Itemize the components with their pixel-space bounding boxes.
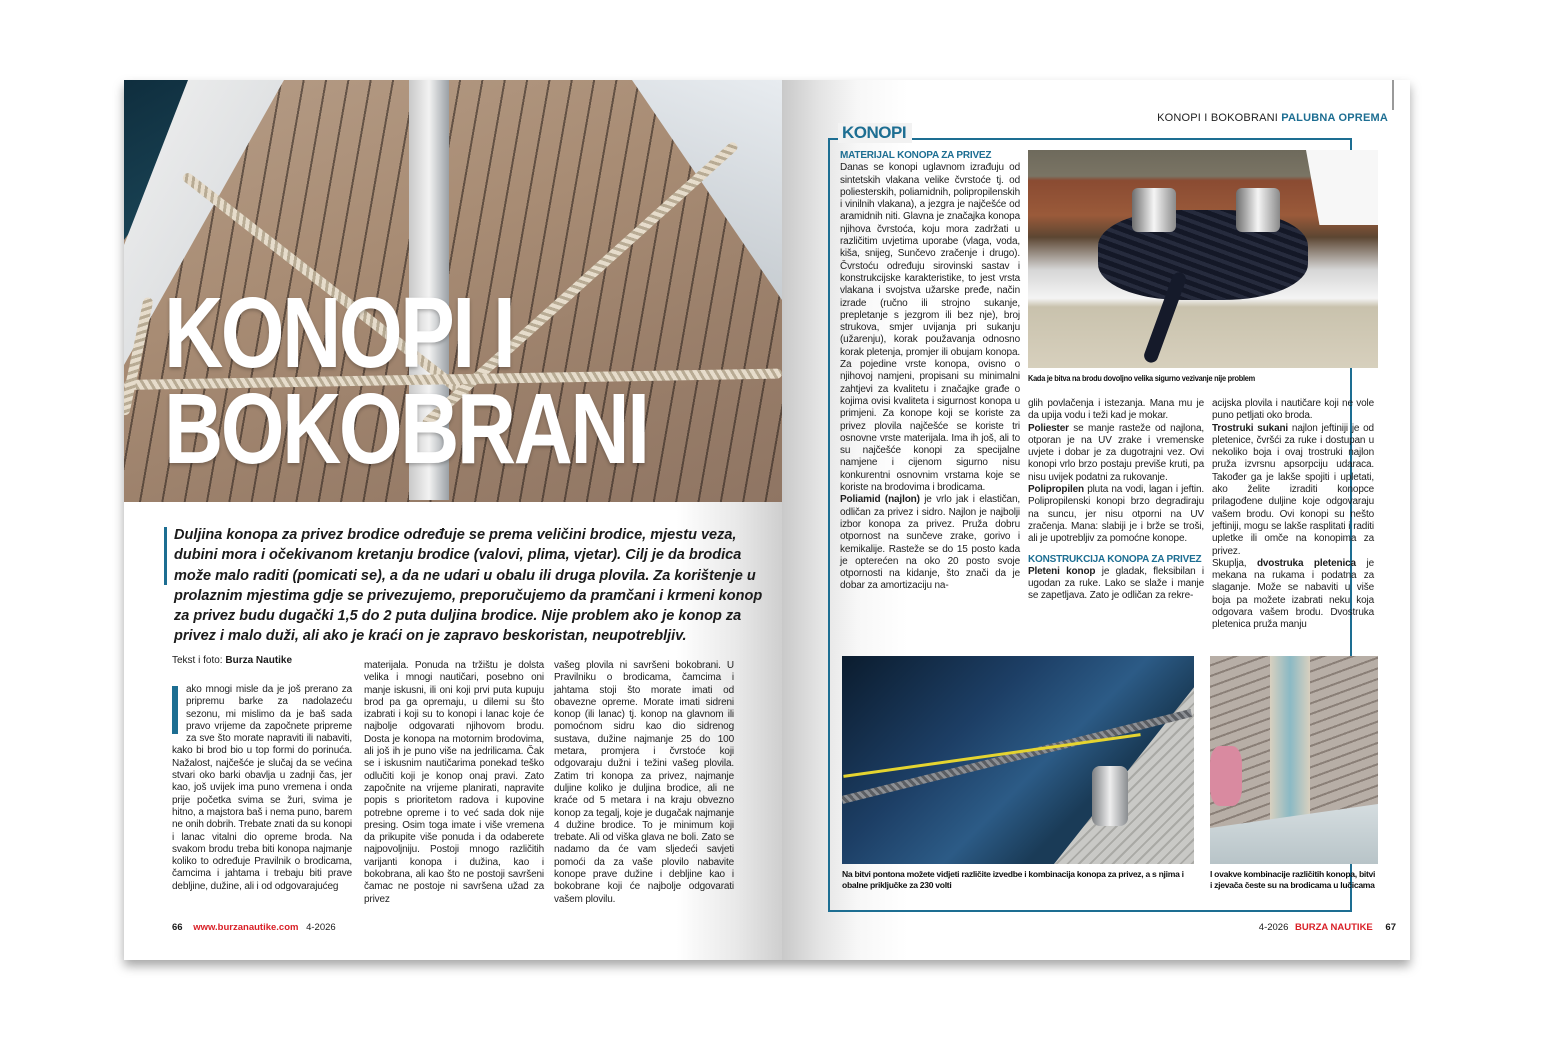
issue-number: 4-2026	[306, 922, 336, 933]
polipropilen-paragraph	[1028, 484, 1204, 545]
caption-bitva: Kada je bitva na brodu dovoljno velika sigurno vezivanje nije problem	[1028, 373, 1255, 383]
body-column-3	[554, 660, 734, 906]
dvostruka-paragraph	[1212, 558, 1374, 632]
hero-hull-right	[632, 80, 782, 300]
article-title	[164, 277, 648, 485]
hero-photo-deck-ropes	[124, 80, 782, 502]
issue-number: 4-2026	[1258, 922, 1289, 933]
body-text: materijala. Ponuda na tržištu je dolsta velika i mnogi nautičari, posebno oni manje iskusni, ili oni koji prvi puta kupuju brod pa ga opremaju, u dilemi su što izabrati i koji su to konopi i lanac koje će najbolje odgovarati njihovom brodu. Dosta je konopa na motornim brodovima, ali još ih je puno više na jedrilicama. Čak se i iskusnim nautičarima ponekad teško odlučiti koji je konop onaj pravi. Zato započnite na vrijeme planirati, napravite popis s prioritetom radova i kupovine potrebne opreme i to već sada dok nije presing. Osim toga imate i više vremena da prikupite više ponuda i da odaberete najpovoljniju. Postoji mnogo različitih varijanti konopa i dužina, kao i bokobrana, ali kao što ne postoji savršeni čamac ne postoje ni savršena užad za privez	[364, 660, 544, 905]
byline-author: Burza Nautike	[225, 655, 293, 666]
subheading-construction: KONSTRUKCIJA KONOPA ZA PRIVEZ	[1028, 553, 1202, 565]
body-text: je mekana na rukama i podatna za slaganje. Može se nabaviti u više boja pa možete izabrati neku koja odgovara vašem brodu. Dvostruka pletenica pruža manju	[1212, 557, 1374, 631]
left-page-footer	[172, 922, 336, 934]
term-dvostruka: dvostruka pletenica	[1256, 557, 1356, 569]
page-number: 66	[172, 922, 183, 933]
term-trostruki: Trostruki sukani	[1212, 422, 1289, 434]
byline-prefix: Tekst i foto:	[172, 655, 226, 666]
poliamid-paragraph	[840, 494, 1020, 592]
body-column-1	[172, 684, 352, 893]
photo-ponton-bitva	[842, 656, 1194, 864]
byline	[172, 655, 292, 667]
bollard-cap	[1236, 188, 1280, 232]
right-column-3	[1212, 398, 1374, 632]
right-column-2	[1028, 398, 1204, 603]
trostruki-paragraph	[1212, 423, 1374, 558]
pontoon-bollard	[1092, 766, 1128, 826]
right-page-footer	[1259, 922, 1396, 934]
running-head-topic: KONOPI I BOKOBRANI	[1157, 112, 1279, 124]
right-page	[782, 80, 1410, 960]
poliester-paragraph	[1028, 423, 1204, 484]
cabin-side	[1288, 150, 1378, 225]
dropcap-bar	[172, 686, 178, 734]
body-text: acijska plovila i nautičare koji ne vole puno petljati oko broda.	[1212, 398, 1374, 422]
body-text: pluta na vodi, lagan i jeftin. Polipropilenski konopi brzo degradiraju na suncu, jer nisu otporni na UV zračenja. Mana: slabiji je i brže se troši, ali je upotrebljiv za pomoćne konope.	[1028, 484, 1204, 545]
photo-bitva-rope	[1028, 150, 1378, 368]
lead-paragraph: Duljina konopa za privez brodice određuje se prema veličini brodice, mjestu veza, dubini mora i očekivanom kretanju brodice (valovi, plima, vjetar). Cilj je da brodica može malo raditi (pomicati se), a da ne udari u obalu ili druga plovila. Za korištenje u prolaznim mjestima gdje se privezujemo, preporučujemo da pramčani i krmeni konop za privez budu dugački 1,5 do 2 puta duljina brodice. Nije problem ako je konop za privez i malo duži, ali ako je kraći on je zapravo beskoristan, neupotrebljiv.	[174, 527, 763, 645]
box-title: KONOPI	[838, 123, 912, 143]
body-text: je gladak, fleksibilan i ugodan za ruke. Lako se slaže i manje se zapetljava. Zato je odličan za rekre-	[1028, 565, 1204, 602]
term-polipropilen: Polipropilen	[1028, 484, 1084, 496]
pleteni-paragraph	[1028, 566, 1204, 603]
article-title-line-2: BOKOBRANI	[164, 373, 648, 485]
body-text: Skuplja,	[1212, 557, 1257, 569]
body-text: glih povlačenja i istezanja. Mana mu je da upija vodu i teži kad je mokar.	[1028, 398, 1204, 422]
magazine-spread	[124, 80, 1410, 960]
pink-cloth	[1210, 746, 1242, 806]
body-text: ako mnogi misle da je još prerano za pripremu barke za nadolazeću sezonu, mi mislimo da je baš sada pravo vrijeme da započnete pripreme za sve što morate napraviti ili nabaviti, kako bi brod bio u top formi do porinuća. Nažalost, najčešće je slučaj da se većina stvari oko barki obavlja u zadnji čas, jer kao, još uvijek ima puno vremena i onda prije početka svima se žuri, svima je hitno, a majstora baš i nema puno, barem ne onih dobrih. Trebate znati da su konopi i lanac vitalni dio opreme broda. Na svakom brodu treba biti konopa najmanje koliko to određuje Pravilnik o brodicama, čamcima i jahtama i trebaju biti prave debljine, dužine, ali i od odgovarajućeg	[172, 684, 352, 892]
body-text: vašeg plovila ni savršeni bokobrani. U Pravilniku o brodicama, čamcima i jahtama stoji što morate imati od obavezne opreme. Morate imati sidreni konop (ili lanac) tj. konop na glavnom ili pomoćnom sidru kao dio sidrenog sustava, dužine najmanje 25 do 100 metara, promjera i čvrstoće koji odgovaraju dužni i težini vašeg plovila. Zatim tri konopa za privez, najmanje duljine koliko je duljina brodice, ali ne kraće od 5 metara i na kraju obvezno konop za tegalj, koje je dugačak najmanje 4 dužine brodice. To je minimum koji trebate. Ali od viška glava ne boli. Zato se nadamo da će vam sljedeći savjeti pomoći da za vaše plovilo nabavite konope prave dužine i debljine kao i bokobrane koji će najbolje odgovarati vašem plovilu.	[554, 660, 734, 905]
body-text: najlon jeftiniji je od pletenice, čvršći za ruke i dostupan u nekoliko boja i ovaj trostruki najlon pruža izvrsnu apsorpciju udaraca. Također ga je lakše spojiti i upletati, ako želite izraditi konopce prilagođene duljine koje odgovaraju vašem brodu. Ovi konopi su nešto jeftiniji, mogu se lakše rasplitati i raditi upletke ili omče na konopima za privez.	[1212, 422, 1374, 557]
article-title-line-1: KONOPI I	[164, 277, 514, 389]
right-column-1	[840, 150, 1020, 593]
page-edge-line	[1392, 80, 1394, 110]
left-page	[124, 80, 782, 960]
body-text: Danas se konopi uglavnom izrađuju od sintetskih vlakana velike čvrstoće tj. od poliesterskih, poliamidnih, polipropilenskih i vinilnih vlakana), a jezgra je najčešće od aramidnih niti. Glavna je značajka konopa njihova čvrstoća, koju mora zadržati u različitim uvjetima uporabe (vlaga, voda, kiša, snijeg, Sunčevo zračenje i drugo). Čvrstoću određuju sirovinski sastav i konstrukcijske karakteristike, to jest vrsta vlakana i svojstva užarske pređe, način izrade (ručno ili strojno sukanje, prepletanje s jezgrom ili bez nje), broj strukova, smjer uvijanja pri sukanju (užarenju), korak použavanja odnosno korak pletenja, promjer ili obujam konopa. Za pojedine vrste konopa, ovisno o njihovoj namjeni, propisani su minimalni zahtjevi za kvalitetu i značajke građe o kojima ovisi kvaliteta i sigurnost konopa u primjeni. Za konope koji se koriste za privez plovila najčešće se koriste tri osnovne vrste materijala. Ima ih još, ali to su najčešće konopi za specijalne namjene i cijenom sigurno nisu konkurentni osnovnim vrstama koje se koriste na brodovima i brodicama.	[840, 162, 1020, 494]
subheading-material: MATERIJAL KONOPA ZA PRIVEZ	[840, 150, 992, 161]
caption-kombinacije: I ovakve kombinacije različitih konopa, bitvi i zjevača česte su na brodicama u lučicama	[1210, 869, 1376, 890]
body-text: se manje rasteže od najlona, otporan je na UV zrake i vremenske uvjete i dobar je za dugotrajni vez. Ovi konopi vrlo brzo postaju previše kruti, pa nisu uvijek podatni za rukovanje.	[1028, 422, 1204, 483]
term-poliester: Poliester	[1028, 422, 1069, 434]
photo-rope-combinations	[1210, 656, 1378, 864]
pontoon-deck	[994, 656, 1194, 864]
running-head-section: PALUBNA OPREMA	[1281, 112, 1388, 124]
running-head	[1157, 112, 1388, 125]
magazine-brand: BURZA NAUTIKE	[1295, 922, 1373, 933]
body-column-2	[364, 660, 544, 906]
lead-accent-bar	[164, 527, 167, 585]
page-number: 67	[1385, 922, 1396, 933]
term-pleteni: Pleteni konop	[1028, 565, 1096, 577]
bollard-cap	[1132, 188, 1176, 232]
body-text: je vrlo jak i elastičan, odličan za privez i sidro. Najlon je najbolji izbor konopa za privez. Pruža dobru otpornost na sunčeve zrake, gorivo i kemikalije. Rasteže se do 15 posto kada je opterećen na oko 20 posto svoje otpornosti na kidanje, što znači da je dobar za amortizaciju na-	[840, 494, 1020, 592]
caption-ponton: Na bitvi pontona možete vidjeti različite izvedbe i kombinacija konopa za privez, a s njima i obalne priključke za 230 volti	[842, 869, 1184, 890]
website-link[interactable]: www.burzanautike.com	[193, 922, 299, 933]
term-poliamid: Poliamid (najlon)	[840, 494, 920, 506]
